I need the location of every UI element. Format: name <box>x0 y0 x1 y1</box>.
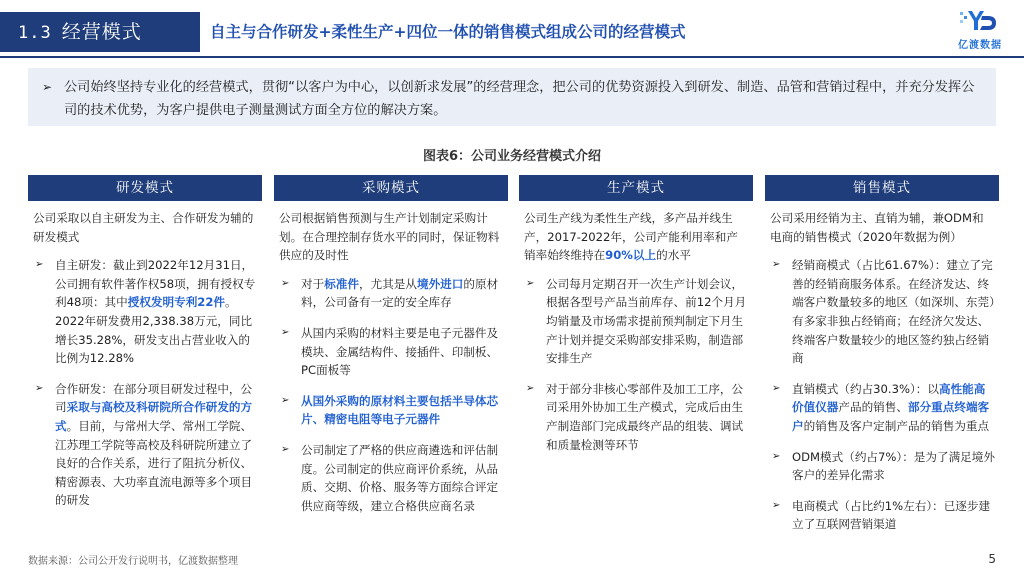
column-header: 采购模式 <box>274 175 508 201</box>
item-text: 。目前，与常州大学、常州工学院、江苏理工学院等高校及科研院所建立了良好的合作关系，进行了阻抗分析仪、精密源表、大功率直流电源等多个项目的研发 <box>55 418 253 508</box>
column-lead: 公司采用经销为主、直销为辅，兼ODM和电商的销售模式（2020年数据为例） <box>770 211 984 244</box>
yd-logo-icon <box>958 8 998 34</box>
arrow-bullet-icon: ➢ <box>772 382 781 394</box>
section-number: 1.3 <box>18 23 52 43</box>
figure-title: 图表6：公司业务经营模式介绍 <box>422 149 602 164</box>
arrow-bullet-icon: ➢ <box>772 499 781 511</box>
item-text: 电商模式（占比约1%左右）：已逐步建立了互联网营销渠道 <box>792 498 991 532</box>
highlight-text: 从国外采购的原材料主要包括半导体芯片、精密电阻等电子元器件 <box>301 393 499 427</box>
column-header: 研发模式 <box>28 175 262 201</box>
arrow-bullet-icon: ➢ <box>281 326 290 338</box>
item-text: 对于部分非核心零部件及加工工序，公司采用外协加工生产模式，完成后由生产制造部门完成最终产品的组装、调试和质量检测等环节 <box>546 381 744 452</box>
highlight-text: 授权发明专利22件 <box>127 295 226 310</box>
list-item <box>279 441 504 515</box>
intro-box <box>28 68 996 126</box>
source-note: 数据来源：公司公开发行说明书，亿渡数据整理 <box>28 556 238 567</box>
lead-text: 公司生产线为柔性生产线，多产品并线生产，2017-2022年，公司产能利用率和产销率始终维持在 <box>524 211 738 263</box>
list-item <box>33 256 258 368</box>
column-production <box>519 175 753 466</box>
list-item <box>33 380 258 510</box>
arrow-bullet-icon: ➢ <box>42 80 53 94</box>
item-text: 自主研发：截止到2022年12月31日，公司拥有软件著作权58项，拥有授权专利48项：其中 <box>55 258 256 310</box>
list-item <box>524 275 749 368</box>
highlight-text: 部分重点终端客户 <box>792 400 990 433</box>
item-text: 对于 <box>301 276 325 291</box>
section-title: 经营模式 <box>61 21 142 43</box>
column-lead: 公司根据销售预测与生产计划制定采购计划。在合理控制存货水平的同时，保证物料供应的及时性 <box>279 211 500 263</box>
arrow-bullet-icon: ➢ <box>35 259 44 271</box>
item-text: ，尤其是从 <box>359 276 417 291</box>
column-rnd <box>28 175 262 522</box>
list-item <box>770 256 995 368</box>
highlight-text: 标准件 <box>324 276 359 291</box>
intro-text: 公司始终坚持专业化的经营模式，贯彻“以客户为中心，以创新求发展”的经营理念，把公司的优势资源投入到研发、制造、品管和营销过程中，并充分发挥公司的技术优势，为客户提供电子测量测试方面全方位的解决方案。 <box>64 80 975 118</box>
arrow-bullet-icon: ➢ <box>772 450 781 462</box>
header-divider <box>0 56 1024 58</box>
item-text: 经销商模式（占比61.67%）：建立了完善的经销商服务体系。在经济发达、终端客户数量较多的地区（如深圳、东莞）有多家非独占经销商；在经济欠发达、终端客户数量较少的地区签约独占经销商 <box>792 258 995 366</box>
highlight-text: 境外进口 <box>416 276 464 291</box>
item-text: 。2022年研发费用2,338.38万元，同比增长35.28%，研发支出占营业收入的比例为12.28% <box>55 295 253 366</box>
item-text: 的原材料，公司备有一定的安全库存 <box>301 276 499 310</box>
highlight-text: 90%以上 <box>605 248 657 263</box>
section-tab <box>0 12 200 52</box>
highlight-text: 高性能高价值仪器 <box>792 381 986 415</box>
arrow-bullet-icon: ➢ <box>281 394 290 406</box>
list-item <box>770 448 995 485</box>
column-lead: 公司采取以自主研发为主、合作研发为辅的研发模式 <box>33 211 254 244</box>
arrow-bullet-icon: ➢ <box>526 277 535 289</box>
item-text: 从国内采购的材料主要是电子元器件及模块、金属结构件、接插件、印制板、PC面板等 <box>301 325 499 378</box>
column-header: 销售模式 <box>765 175 999 201</box>
page-title: 自主与合作研发+柔性生产+四位一体的销售模式组成公司的经营模式 <box>210 23 686 41</box>
highlight-text: 采取与高校及科研院所合作研发的方式 <box>55 400 253 433</box>
item-text: 的销售及客户定制产品的销售为重点 <box>803 418 990 433</box>
item-text: 公司每月定期召开一次生产计划会议，根据各型号产品当前库存、前12个月月均销量及市场需求提前预判制定下月生产计划并提交采购部安排采购，制造部安排生产 <box>546 276 747 366</box>
column-lead <box>524 209 749 265</box>
item-text: 公司制定了严格的供应商遴选和评估制度。公司制定的供应商评价系统，从品质、交期、价格、服务等方面综合评定供应商等级，建立合格供应商名录 <box>301 442 499 513</box>
list-item <box>524 380 749 454</box>
arrow-bullet-icon: ➢ <box>35 382 44 394</box>
item-text: 合作研发：在部分项目研发过程中，公司 <box>55 381 253 415</box>
column-sales <box>765 175 999 546</box>
arrow-bullet-icon: ➢ <box>281 277 290 289</box>
company-logo <box>948 8 1012 52</box>
item-text: ODM模式（约占7%）：是为了满足境外客户的差异化需求 <box>792 449 995 483</box>
item-text: 直销模式（约占30.3%）：以 <box>792 381 939 396</box>
column-procurement <box>274 175 508 527</box>
item-text: 产品的销售、 <box>838 400 908 415</box>
list-item <box>279 275 504 312</box>
logo-text: 亿渡数据 <box>958 40 1002 51</box>
lead-text: 的水平 <box>656 248 691 263</box>
column-header: 生产模式 <box>519 175 753 201</box>
arrow-bullet-icon: ➢ <box>281 443 290 455</box>
list-item <box>770 497 995 534</box>
list-item <box>279 324 504 380</box>
page-number: 5 <box>988 552 996 566</box>
list-item <box>770 380 995 436</box>
arrow-bullet-icon: ➢ <box>772 259 781 271</box>
list-item <box>279 392 504 429</box>
arrow-bullet-icon: ➢ <box>526 382 535 394</box>
